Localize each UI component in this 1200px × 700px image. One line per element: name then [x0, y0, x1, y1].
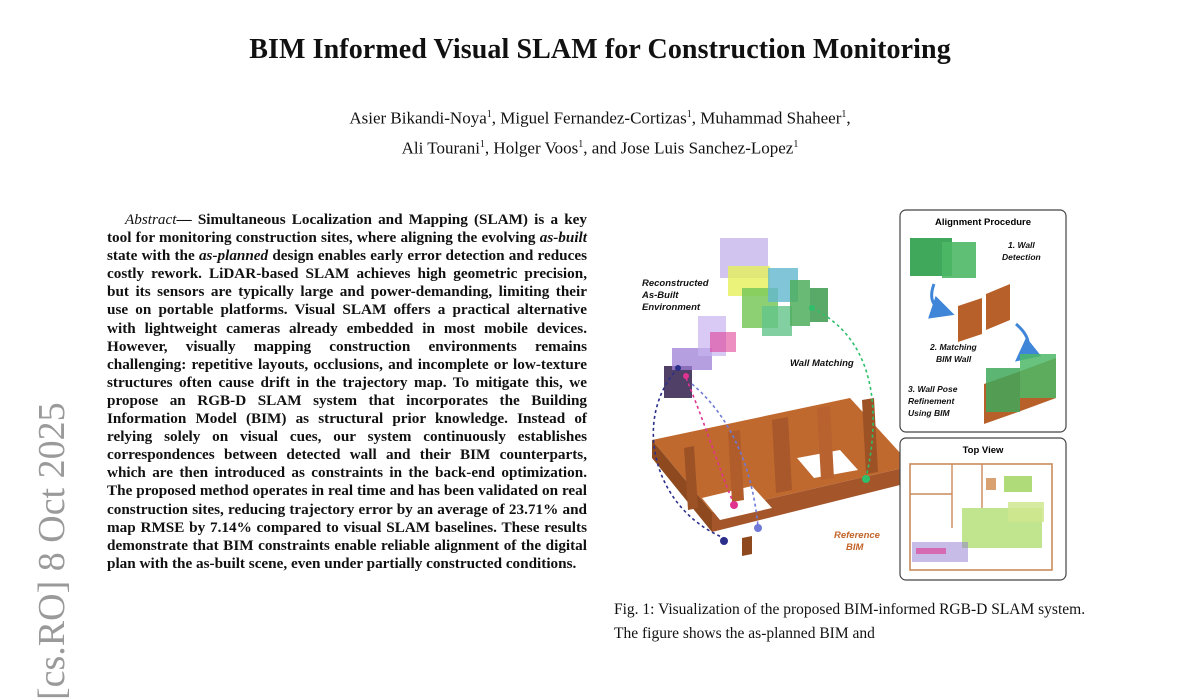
abstract-label: Abstract — [125, 211, 177, 228]
step-3-line-1: 3. Wall Pose — [908, 384, 958, 394]
step-2-line-2: BIM Wall — [936, 354, 972, 364]
abstract-text: Simultaneous Localization and Mapping (SLAM) is a key tool for monitoring construction sites, where aligning the evolving — [107, 211, 587, 247]
reconstructed-label-1: Reconstructed — [642, 278, 709, 289]
author-separator: , — [491, 108, 501, 128]
abstract-text: state with the — [107, 247, 199, 265]
match-point-blue — [754, 524, 762, 532]
top-view-title: Top View — [962, 445, 1004, 456]
author-name: Holger Voos — [493, 138, 579, 158]
author-separator: , and — [583, 138, 621, 158]
figure-caption: Fig. 1: Visualization of the proposed BIM-informed RGB-D SLAM system. The figure shows the as-planned BIM and — [614, 601, 1086, 642]
abstract-text: as-planned — [198, 247, 269, 265]
abstract-dash: — — [176, 211, 198, 228]
author-affiliation: 1 — [486, 109, 492, 120]
step-2-line-1: 2. Matching — [930, 342, 977, 352]
alignment-title: Alignment Procedure — [934, 217, 1032, 228]
as-built-point-cloud — [664, 238, 828, 398]
author-name: Miguel Fernandez-Cortizas — [500, 108, 687, 128]
author-line-2 — [0, 132, 1200, 162]
reference-bim-label-2: BIM — [846, 542, 864, 553]
reconstructed-label-3: Environment — [642, 302, 701, 313]
author-name: Jose Luis Sanchez-Lopez — [620, 138, 794, 158]
step-3-line-3: Using BIM — [908, 408, 950, 418]
author-name: Muhammad Shaheer — [700, 108, 842, 128]
author-affiliation: 1 — [578, 138, 584, 150]
author-name: Ali Tourani — [401, 138, 480, 158]
alignment-procedure-panel — [900, 210, 1066, 432]
author-affiliation: 1 — [793, 138, 799, 150]
step-1-line-1: 1. Wall — [1008, 240, 1035, 250]
abstract-paragraph — [107, 211, 587, 573]
step-3-line-2: Refinement — [908, 396, 955, 406]
top-view-panel — [900, 438, 1066, 580]
arxiv-stamp-container — [30, 340, 73, 700]
refined-wall-points — [986, 368, 1020, 412]
author-affiliation: 1 — [479, 138, 485, 150]
author-affiliation: 1 — [841, 109, 847, 120]
abstract-text: design enables early error detection and reduces costly rework. LiDAR-based SLAM achieves high geometric precision, but its sensors are typically large and power-demanding, limiting their use on portable platforms. Visual SLAM offers a practical alternative with lightweight cameras already embedded in most mobile devices. However, visually mapping construction environments remains challenging: repetitive layouts, occlusions, and incomplete or low-texture structures often cause drift in the trajectory map. To mitigate this, we propose an RGB-D SLAM system that incorporates the Building Information Model (BIM) as structural prior knowledge. Instead of relying solely on visual cues, our system continuously establishes correspondences between detected wall and their BIM counterparts, which are then introduced as constraints in the back-end optimization. The proposed method operates in real time and has been validated on real construction sites, reducing trajectory error by an average of 23.71% and map RMSE by 7.14% compared to visual SLAM baselines. These results demonstrate that BIM constraints enable reliable alignment of the digital plan with the as-built scene, even under partially constructed conditions. — [107, 247, 587, 572]
match-point-green — [862, 475, 870, 483]
figure-1 — [612, 208, 1092, 586]
author-line-1 — [0, 102, 1200, 132]
abstract-text: as-built — [539, 229, 587, 247]
reconstructed-label-2: As-Built — [642, 290, 679, 301]
wall-matching-label: Wall Matching — [790, 358, 854, 369]
match-point-magenta — [730, 501, 738, 509]
step-1-line-2: Detection — [1002, 252, 1041, 262]
author-separator: , — [846, 108, 851, 128]
author-separator: , — [691, 108, 701, 128]
author-name: Asier Bikandi-Noya — [349, 108, 487, 128]
reference-bim-label-1: Reference — [834, 530, 880, 541]
author-list — [0, 102, 1200, 161]
paper-title: BIM Informed Visual SLAM for Construction Monitoring — [249, 34, 951, 65]
author-separator: , — [484, 138, 494, 158]
arxiv-stamp: [cs.RO] 8 Oct 2025 — [31, 402, 73, 700]
match-point-navy — [720, 537, 728, 545]
abstract — [107, 211, 587, 573]
author-affiliation: 1 — [686, 109, 692, 120]
